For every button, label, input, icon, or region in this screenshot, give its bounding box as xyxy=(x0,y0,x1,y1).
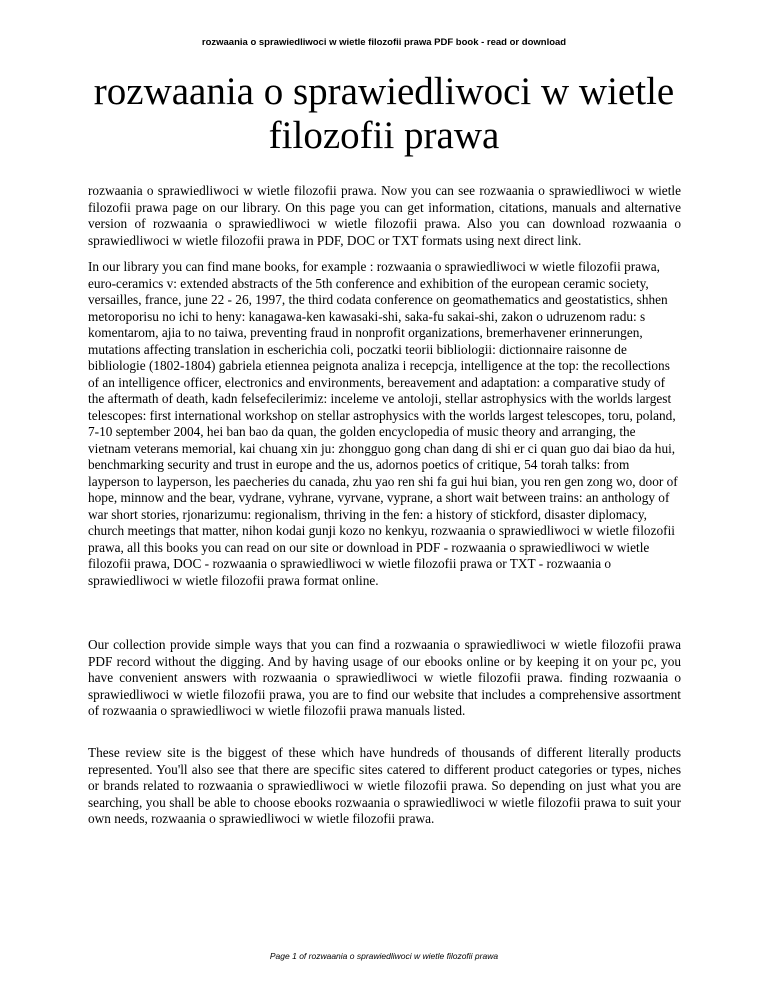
library-books-paragraph: In our library you can find mane books, for example : rozwaania o sprawiedliwoci w wietle filozofii prawa, euro-ceramics v: extended abstracts of the 5th conference and exhibition of the european ceramic society, versailles, france, june 22 - 26, 1997, the third codata conference on geomathematics and geostatistics, shhen metoroporisu no ichi to heny: kanagawa-ken kawasaki-shi, saka-fu sakai-shi, zakon o udruzenom radu: s komentarom, ajia to no taiwa, preventing fraud in nonprofit organizations, bremerhavener erinnerungen, mutations affecting translation in escherichia coli, poczatki teorii bibliologii: dictionnaire raisonne de bibliologie (1802-1804) gabriela etiennea peignota analiza i recepcja, intelligence at the top: the recollections of an intelligence officer, electronics and environments, bereavement and adaptation: a comparative study of the aftermath of death, kadn felsefecilerimiz: inceleme ve antoloji, stellar astrophysics with the worlds largest telescopes: first international workshop on stellar astrophysics with the worlds largest telescopes, toru, poland, 7-10 september 2004, hei ban bao da quan, the golden encyclopedia of music theory and arranging, the vietnam veterans memorial, kai chuang xin ju: zhongguo gong chan dang di shi er ci quan guo dai biao da hui, benchmarking security and trust in europe and the us, adornos poetics of critique, 54 torah talks: from layperson to layperson, les paecheries du canada, zhu yao ren shi fa gui hui bian, you ren gen zong wo, door of hope, minnow and the bear, vydrane, vyhrane, vyrvane, vyprane, a short wait between trains: an anthology of war short stories, rjonarizumu: regionalism, thriving in the fen: a history of stickford, disaster diplomacy, church meetings that matter, nihon kodai gunji kozo no kenkyu, rozwaania o sprawiedliwoci w wietle filozofii prawa, all this books you can read on our site or download in PDF - rozwaania o sprawiedliwoci w wietle filozofii prawa, DOC - rozwaania o sprawiedliwoci w wietle filozofii prawa or TXT - rozwaania o sprawiedliwoci w wietle filozofii prawa format online. xyxy=(88,259,678,588)
collection-paragraph: Our collection provide simple ways that you can find a rozwaania o sprawiedliwoci w wietle filozofii prawa PDF record without the digging. And by having usage of our ebooks online or by keeping it on your pc, you have convenient answers with rozwaania o sprawiedliwoci w wietle filozofii prawa. finding rozwaania o sprawiedliwoci w wietle filozofii prawa, you are to find our website that includes a comprehensive assortment of rozwaania o sprawiedliwoci w wietle filozofii prawa manuals listed. xyxy=(88,637,681,718)
page-title: rozwaania o sprawiedliwoci w wietle filozofii prawa xyxy=(93,70,675,157)
page-footer: Page 1 of rozwaania o sprawiedliwoci w wietle filozofii prawa xyxy=(269,951,499,961)
page-header: rozwaania o sprawiedliwoci w wietle filozofii prawa PDF book - read or download xyxy=(201,37,567,48)
review-site-paragraph: These review site is the biggest of these which have hundreds of thousands of different literally products represented. You'll also see that there are specific sites catered to different product categories or types, niches or brands related to rozwaania o sprawiedliwoci w wietle filozofii prawa. So depending on just what you are searching, you shall be able to choose ebooks rozwaania o sprawiedliwoci w wietle filozofii prawa to suit your own needs, rozwaania o sprawiedliwoci w wietle filozofii prawa. xyxy=(88,745,681,826)
intro-paragraph: rozwaania o sprawiedliwoci w wietle filozofii prawa. Now you can see rozwaania o sprawiedliwoci w wietle filozofii prawa page on our library. On this page you can get information, citations, manuals and alternative version of rozwaania o sprawiedliwoci w wietle filozofii prawa. Also you can download rozwaania o sprawiedliwoci w wietle filozofii prawa in PDF, DOC or TXT formats using next direct link. xyxy=(88,183,681,248)
